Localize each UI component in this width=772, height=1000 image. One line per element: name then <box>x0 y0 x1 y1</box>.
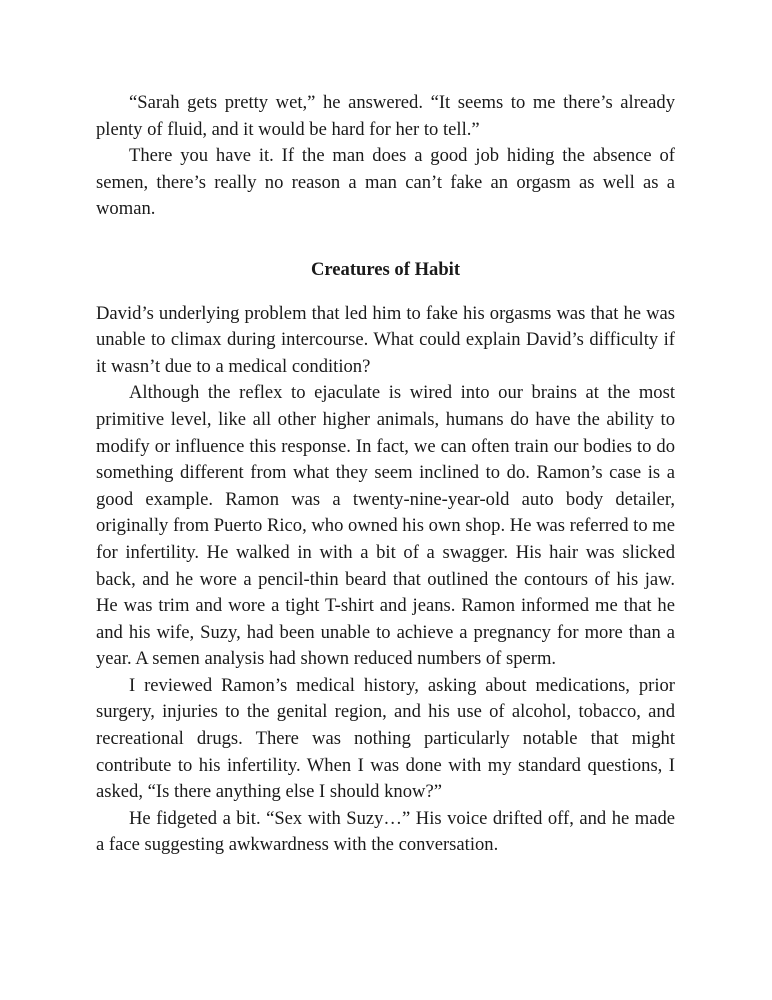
paragraph-sarah-quote: “Sarah gets pretty wet,” he answered. “It seems to me there’s already plenty of fluid, and it would be hard for her to tell.” <box>96 92 675 140</box>
paragraph-ramon-case: Although the reflex to ejaculate is wired into our brains at the most primitive level, like all other higher animals, humans do have the ability to modify or influence this response. In fact, we can often train our bodies to do something different from what they seem inclined to do. Ramon’s case is a good example. Ramon was a twenty-nine-year-old auto body detailer, originally from Puerto Rico, who owned his own shop. He was referred to me for infertility. He walked in with a bit of a swagger. His hair was slicked back, and he wore a pencil-thin beard that outlined the contours of his jaw. He was trim and wore a tight T-shirt and jeans. Ramon informed me that he and his wife, Suzy, had been unable to achieve a pregnancy for more than a year. A semen analysis had shown reduced numbers of sperm. <box>96 382 675 670</box>
paragraph-medical-history: I reviewed Ramon’s medical history, asking about medications, prior surgery, injuries to the genital region, and his use of alcohol, tobacco, and recreational drugs. There was nothing particularly notable that might contribute to his infertility. When I was done with my standard questions, I asked, “Is there anything else I should know?” <box>96 674 675 803</box>
document-page <box>96 90 675 859</box>
paragraph-there-you-have-it: There you have it. If the man does a good job hiding the absence of semen, there’s really no reason a man can’t fake an orgasm as well as a woman. <box>96 145 675 220</box>
paragraph-davids-problem: David’s underlying problem that led him to fake his orgasms was that he was unable to climax during intercourse. What could explain David’s difficulty if it wasn’t due to a medical condition? <box>96 302 675 377</box>
section-heading: Creatures of Habit <box>310 258 461 280</box>
paragraph-fidgeted: He fidgeted a bit. “Sex with Suzy…” His voice drifted off, and he made a face suggesting awkwardness with the conversation. <box>96 807 675 856</box>
